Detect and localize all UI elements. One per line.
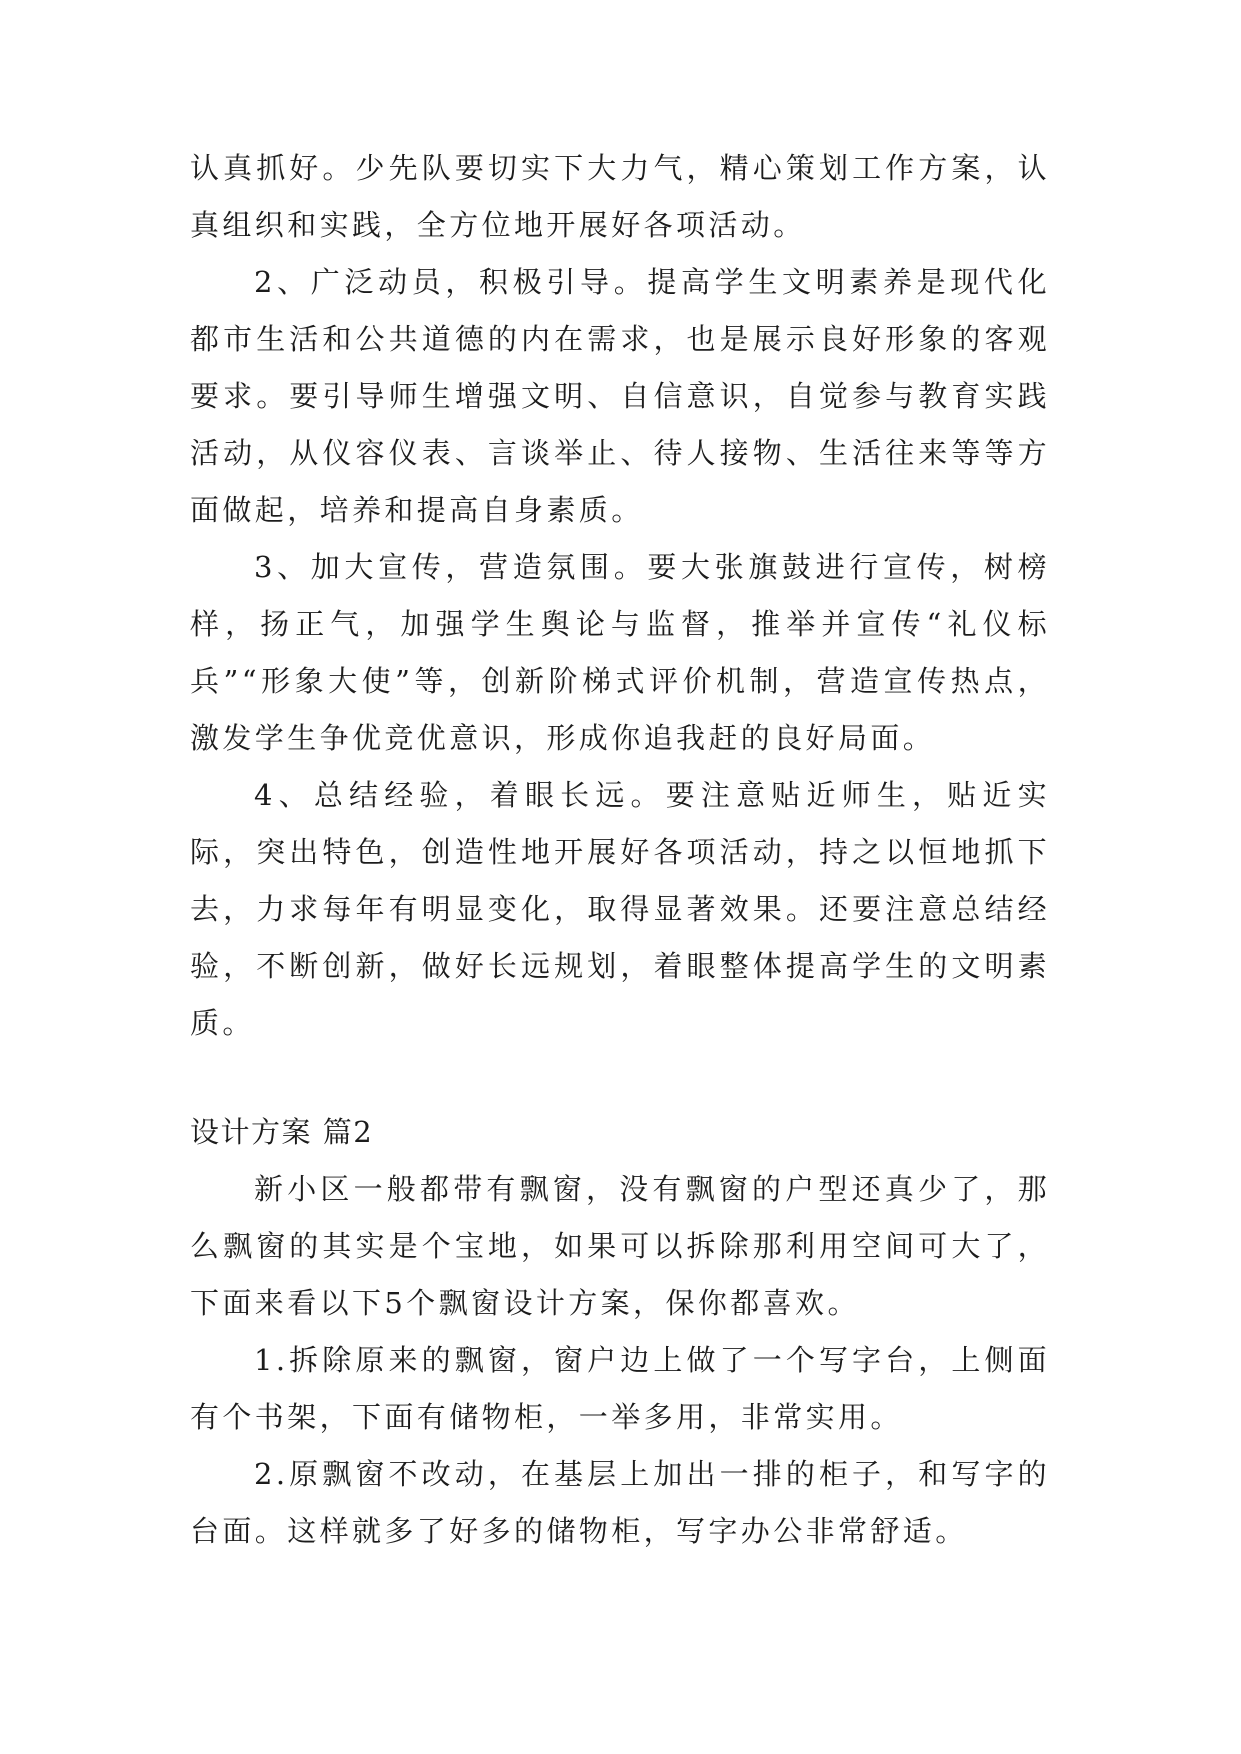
paragraph-item-4: 4、总结经验，着眼长远。要注意贴近师生，贴近实际，突出特色，创造性地开展好各项活动，持之以恒地抓下去，力求每年有明显变化，取得显著效果。还要注意总结经验，不断创新，做好长远规划，着眼整体提高学生的文明素质。	[190, 778, 1050, 1040]
section-heading: 设计方案 篇2	[190, 1115, 374, 1149]
paragraph-design-1: 1.拆除原来的飘窗，窗户边上做了一个写字台，上侧面有个书架，下面有储物柜，一举多用，非常实用。	[190, 1343, 1050, 1434]
paragraph-item-2: 2、广泛动员，积极引导。提高学生文明素养是现代化都市生活和公共道德的内在需求，也是展示良好形象的客观要求。要引导师生增强文明、自信意识，自觉参与教育实践活动，从仪容仪表、言谈举止、待人接物、生活往来等等方面做起，培养和提高自身素质。	[190, 265, 1050, 527]
paragraph-item-3: 3、加大宣传，营造氛围。要大张旗鼓进行宣传，树榜样，扬正气，加强学生舆论与监督，推举并宣传“礼仪标兵”“形象大使”等，创新阶梯式评价机制，营造宣传热点，激发学生争优竞优意识，形成你追我赶的良好局面。	[190, 550, 1050, 755]
paragraph-continuation: 认真抓好。少先队要切实下大力气，精心策划工作方案，认真组织和实践，全方位地开展好各项活动。	[190, 151, 1050, 242]
document-page	[190, 140, 1050, 1560]
paragraph-intro: 新小区一般都带有飘窗，没有飘窗的户型还真少了，那么飘窗的其实是个宝地，如果可以拆除那利用空间可大了，下面来看以下5个飘窗设计方案，保你都喜欢。	[190, 1172, 1050, 1320]
paragraph-design-2: 2.原飘窗不改动，在基层上加出一排的柜子，和写字的台面。这样就多了好多的储物柜，写字办公非常舒适。	[190, 1457, 1050, 1548]
